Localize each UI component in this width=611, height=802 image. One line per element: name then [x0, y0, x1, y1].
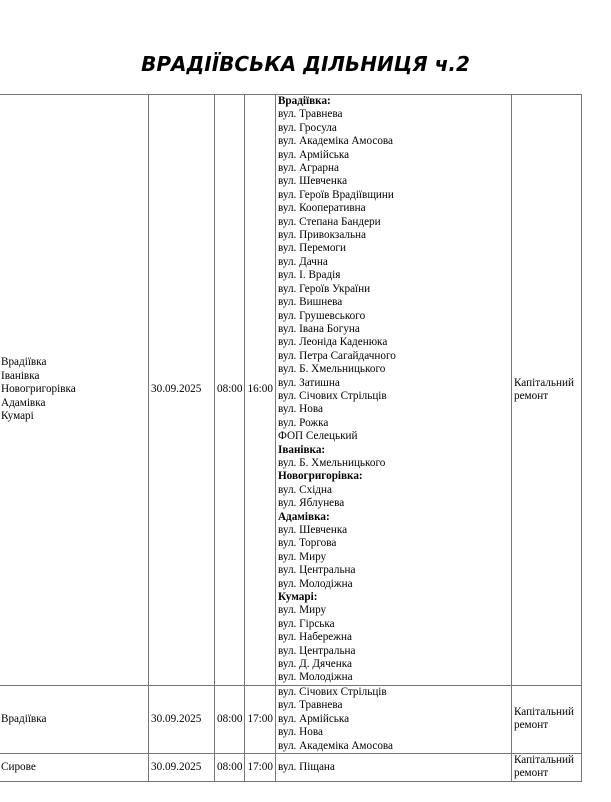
settlement-name: Новогригорівка	[1, 383, 76, 396]
street-name: вул. Академіка Амосова	[277, 135, 394, 148]
reason-cell	[511, 753, 581, 781]
date-value: 30.09.2025	[151, 760, 202, 773]
street-name: вул. Східна	[277, 483, 332, 496]
street-name: вул. Степана Бандери	[277, 215, 381, 228]
table-row	[0, 685, 581, 753]
table-row	[0, 753, 581, 781]
street-name: вул. Миру	[277, 604, 327, 617]
reason-cell	[511, 685, 581, 753]
settlement-heading: Іванівка:	[277, 443, 326, 456]
settlement-name: Іванівка	[1, 369, 40, 382]
reason-text: ремонт	[513, 767, 549, 780]
street-name: вул. Січових Стрільців	[277, 685, 387, 698]
street-name: вул. Героїв Врадіївщини	[277, 188, 394, 201]
street-name: вул. Піщана	[277, 760, 335, 773]
settlement-name: Сирове	[1, 760, 36, 773]
street-name: вул. Шевченка	[277, 175, 348, 188]
end-time: 17:00	[247, 712, 273, 725]
outage-schedule-table	[0, 94, 582, 782]
end-time-cell	[245, 95, 275, 686]
street-name: вул. Академіка Амосова	[277, 739, 394, 752]
street-name: вул. Д. Дяченка	[277, 658, 352, 671]
street-name: вул. Торгова	[277, 537, 337, 550]
start-time: 08:00	[217, 712, 243, 725]
end-time-cell	[245, 753, 275, 781]
settlement-name: Врадіївка	[1, 712, 47, 725]
streets-cell	[275, 753, 511, 781]
street-name: вул. Молодіжна	[277, 577, 353, 590]
street-name: вул. Леоніда Каденюка	[277, 336, 388, 349]
street-name: вул. Нова	[277, 403, 323, 416]
street-name: вул. Армійська	[277, 148, 350, 161]
end-time-cell	[245, 685, 275, 753]
date-value: 30.09.2025	[151, 383, 202, 396]
street-name: вул. Петра Сагайдачного	[277, 349, 396, 362]
start-time: 08:00	[217, 383, 243, 396]
street-name: вул. Привокзальна	[277, 229, 367, 242]
settlement-name: Адамівка	[1, 396, 46, 409]
street-name: вул. Нова	[277, 726, 323, 739]
street-name: ФОП Селецький	[277, 430, 358, 443]
reason-text: Капітальний	[513, 376, 574, 389]
start-time: 08:00	[217, 760, 243, 773]
reason-text: Капітальний	[513, 705, 574, 718]
settlement-heading: Врадіївка:	[277, 95, 331, 107]
settlements-cell	[0, 685, 149, 753]
street-name: вул. Шевченка	[277, 524, 348, 536]
street-name: вул. Кооперативна	[277, 202, 366, 215]
page-title: ВРАДІЇВСЬКА ДІЛЬНИЦЯ ч.2	[141, 52, 470, 76]
street-name: вул. Яблунева	[277, 497, 345, 510]
street-name: вул. Перемоги	[277, 242, 346, 255]
table-row	[0, 95, 581, 686]
street-name: вул. Вишнева	[277, 296, 343, 309]
reason-text: Капітальний	[513, 753, 574, 766]
street-name: вул. Молодіжна	[277, 671, 353, 684]
street-name: вул. Армійська	[277, 712, 350, 725]
start-time-cell	[215, 95, 245, 686]
streets-cell	[275, 95, 511, 686]
street-name: вул. Затишна	[277, 376, 340, 389]
street-name: вул. Б. Хмельницького	[277, 456, 386, 469]
street-name: вул. Грушевського	[277, 309, 366, 322]
date-value: 30.09.2025	[151, 712, 202, 725]
street-name: вул. Гросула	[277, 121, 337, 134]
end-time: 16:00	[247, 383, 273, 396]
reason-cell	[511, 95, 581, 686]
reason-text: ремонт	[513, 719, 549, 732]
street-name: вул. Дачна	[277, 255, 328, 268]
street-name: вул. Івана Богуна	[277, 322, 360, 335]
street-name: вул. Набережна	[277, 631, 352, 644]
date-cell	[149, 685, 215, 753]
streets-cell	[275, 685, 511, 753]
street-name: вул. Аграрна	[277, 162, 339, 175]
street-name: вул. Січових Стрільців	[277, 389, 387, 402]
settlement-name: Врадіївка	[1, 356, 47, 369]
settlement-heading: Кумарі:	[277, 591, 318, 604]
street-name: вул. Центральна	[277, 644, 356, 657]
street-name: вул. Рожка	[277, 416, 329, 429]
start-time-cell	[215, 685, 245, 753]
street-name: вул. Центральна	[277, 564, 356, 577]
settlements-cell	[0, 753, 149, 781]
settlement-name: Кумарі	[1, 410, 34, 423]
settlements-cell	[0, 95, 149, 686]
date-cell	[149, 95, 215, 686]
street-name: вул. Б. Хмельницького	[277, 363, 386, 376]
street-name: вул. Миру	[277, 550, 327, 563]
street-name: вул. І. Врадія	[277, 269, 341, 282]
end-time: 17:00	[247, 760, 273, 773]
street-name: вул. Героїв України	[277, 282, 371, 295]
date-cell	[149, 753, 215, 781]
street-name: вул. Гірська	[277, 617, 335, 630]
street-name: вул. Травнева	[277, 108, 343, 121]
reason-text: ремонт	[513, 389, 549, 402]
street-name: вул. Травнева	[277, 699, 343, 712]
settlement-heading: Адамівка:	[277, 510, 330, 523]
settlement-heading: Новогригорівка:	[277, 470, 363, 483]
start-time-cell	[215, 753, 245, 781]
